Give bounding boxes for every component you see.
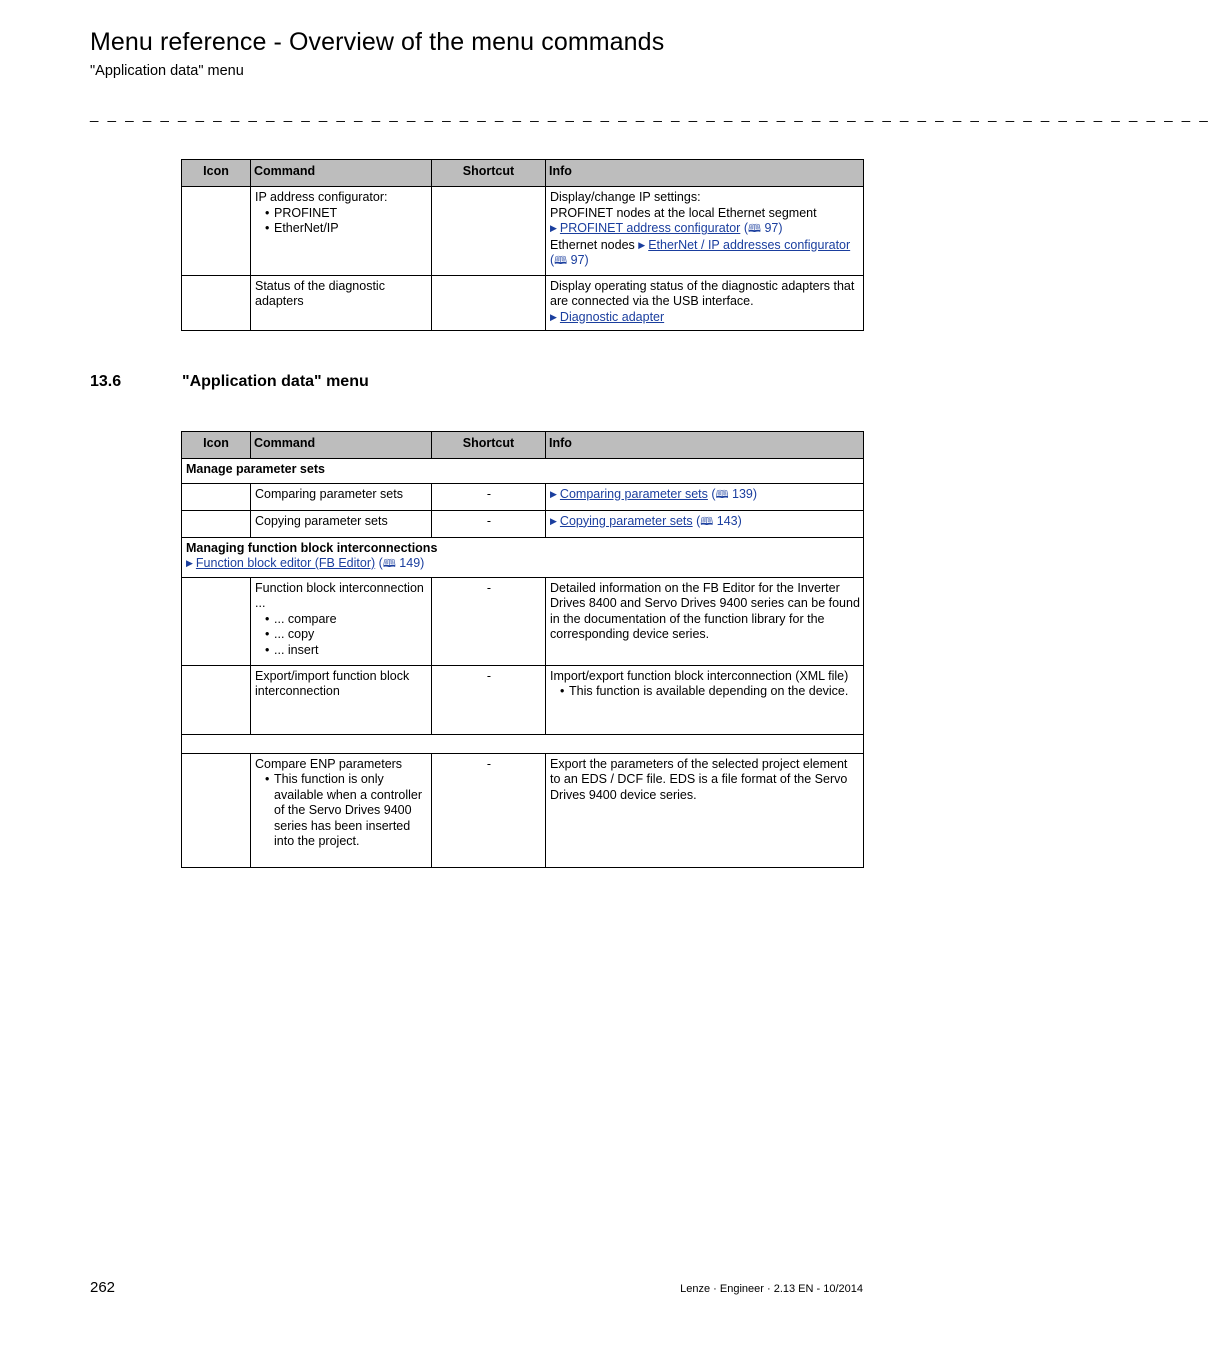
empty-cell [182, 734, 864, 753]
menu-commands-table-1 [181, 159, 864, 331]
list-item: • This function is available depending on the device. [560, 684, 860, 700]
shortcut-cell [432, 275, 546, 331]
book-icon: 🕮 [382, 558, 396, 570]
book-icon: 🕮 [747, 223, 761, 235]
table-row [182, 510, 864, 537]
page-reference[interactable]: (🕮 97) [743, 221, 783, 235]
column-header-shortcut: Shortcut [432, 432, 546, 459]
book-icon: 🕮 [715, 488, 729, 501]
shortcut-cell: - [432, 483, 546, 510]
info-cell [546, 665, 864, 734]
arrow-right-icon: ▶ [186, 558, 193, 568]
info-text: Import/export function block interconnection (XML file) [550, 668, 849, 683]
info-text: Display/change IP settings: [550, 190, 701, 204]
section-title: "Application data" menu [182, 373, 369, 390]
icon-cell [182, 510, 251, 537]
icon-cell [182, 187, 251, 276]
icon-cell [182, 665, 251, 734]
menu-commands-table-2 [181, 431, 864, 868]
arrow-right-icon: ▶ [638, 239, 646, 250]
comparing-parameter-sets-link[interactable]: Comparing parameter sets [559, 486, 708, 501]
shortcut-cell [432, 187, 546, 276]
book-icon: 🕮 [554, 255, 568, 267]
command-label: Function block interconnection ... [255, 580, 424, 610]
group-label: Managing function block interconnections [186, 540, 438, 555]
column-header-info: Info [546, 432, 864, 459]
icon-cell [182, 275, 251, 331]
shortcut-cell: - [432, 753, 546, 867]
icon-cell [182, 577, 251, 665]
table-row [182, 187, 864, 276]
profinet-address-configurator-link[interactable]: PROFINET address configurator [559, 221, 741, 235]
list-item: • PROFINET [265, 206, 428, 222]
section-heading [90, 373, 369, 391]
arrow-right-icon: ▶ [550, 515, 557, 526]
list-item: • EtherNet/IP [265, 221, 428, 237]
group-label: Manage parameter sets [182, 459, 864, 484]
command-bullet-list [255, 772, 428, 850]
icon-cell [182, 753, 251, 867]
list-item: • ... compare [265, 612, 428, 628]
column-header-icon: Icon [182, 432, 251, 459]
group-row [182, 537, 864, 577]
shortcut-cell: - [432, 577, 546, 665]
list-item: • This function is only available when a controller of the Servo Drives 9400 series has been inserted into the project. [265, 772, 428, 850]
column-header-info: Info [546, 160, 864, 187]
info-cell [546, 483, 864, 510]
group-row [182, 459, 864, 484]
info-cell [546, 275, 864, 331]
ethernet-ip-addresses-configurator-link[interactable]: EtherNet / IP addresses configurator [648, 237, 851, 252]
command-bullet-list [255, 206, 428, 237]
spacer-row [182, 734, 864, 753]
command-cell [251, 187, 432, 276]
info-cell [546, 510, 864, 537]
page-title: Menu reference - Overview of the menu commands [90, 28, 665, 56]
command-cell: Status of the diagnostic adapters [251, 275, 432, 331]
arrow-right-icon: ▶ [550, 223, 557, 233]
page-reference[interactable]: (🕮 143) [696, 513, 742, 528]
function-block-editor-link[interactable]: Function block editor (FB Editor) [195, 556, 376, 570]
list-item: • ... insert [265, 643, 428, 659]
book-icon: 🕮 [700, 515, 714, 528]
diagnostic-adapter-link[interactable]: Diagnostic adapter [559, 309, 665, 324]
info-cell: Detailed information on the FB Editor for the Inverter Drives 8400 and Servo Drives 9400 series can be found in the documentation of the function library for the corresponding device series. [546, 577, 864, 665]
table-row [182, 665, 864, 734]
table-header-row [182, 160, 864, 187]
page-subtitle: "Application data" menu [90, 63, 244, 79]
info-cell: Export the parameters of the selected project element to an EDS / DCF file. EDS is a file format of the Servo Drives 9400 device series. [546, 753, 864, 867]
table-header-row [182, 432, 864, 459]
command-cell: Copying parameter sets [251, 510, 432, 537]
column-header-shortcut: Shortcut [432, 160, 546, 187]
table-row [182, 275, 864, 331]
command-label: Compare ENP parameters [255, 756, 403, 771]
command-bullet-list [255, 612, 428, 659]
info-text: PROFINET nodes at the local Ethernet segment [550, 205, 817, 220]
group-cell [182, 537, 864, 577]
footer-note: Lenze · Engineer · 2.13 EN - 10/2014 [680, 1283, 863, 1295]
arrow-right-icon: ▶ [550, 488, 557, 499]
column-header-command: Command [251, 160, 432, 187]
command-cell [251, 577, 432, 665]
table-row [182, 483, 864, 510]
shortcut-cell: - [432, 510, 546, 537]
list-item: • ... copy [265, 627, 428, 643]
page-reference[interactable]: (🕮 97) [550, 253, 589, 267]
header-divider: _ _ _ _ _ _ _ _ _ _ _ _ _ _ _ _ _ _ _ _ _ _ _ _ _ _ _ _ _ _ _ _ _ _ _ _ _ _ _ _ _ _ _ _ _ _ _ _ _ _ _ _ _ _ _ _ _ _ _ _ _ _ _ _ [90, 106, 1210, 123]
info-bullet-list [550, 684, 860, 700]
command-cell: Comparing parameter sets [251, 483, 432, 510]
table-row [182, 577, 864, 665]
command-label: IP address configurator: [255, 190, 388, 204]
info-cell [546, 187, 864, 276]
info-text: Display operating status of the diagnostic adapters that are connected via the USB interface. [550, 278, 855, 308]
section-number: 13.6 [90, 373, 122, 390]
column-header-icon: Icon [182, 160, 251, 187]
table-row [182, 753, 864, 867]
page-reference[interactable]: (🕮 149) [378, 556, 425, 570]
shortcut-cell: - [432, 665, 546, 734]
info-text: Ethernet nodes [550, 237, 635, 252]
command-cell [251, 753, 432, 867]
icon-cell [182, 483, 251, 510]
arrow-right-icon: ▶ [550, 311, 557, 322]
copying-parameter-sets-link[interactable]: Copying parameter sets [559, 513, 693, 528]
page-reference[interactable]: (🕮 139) [711, 486, 758, 501]
command-cell: Export/import function block interconnection [251, 665, 432, 734]
page-number: 262 [90, 1279, 116, 1296]
column-header-command: Command [251, 432, 432, 459]
